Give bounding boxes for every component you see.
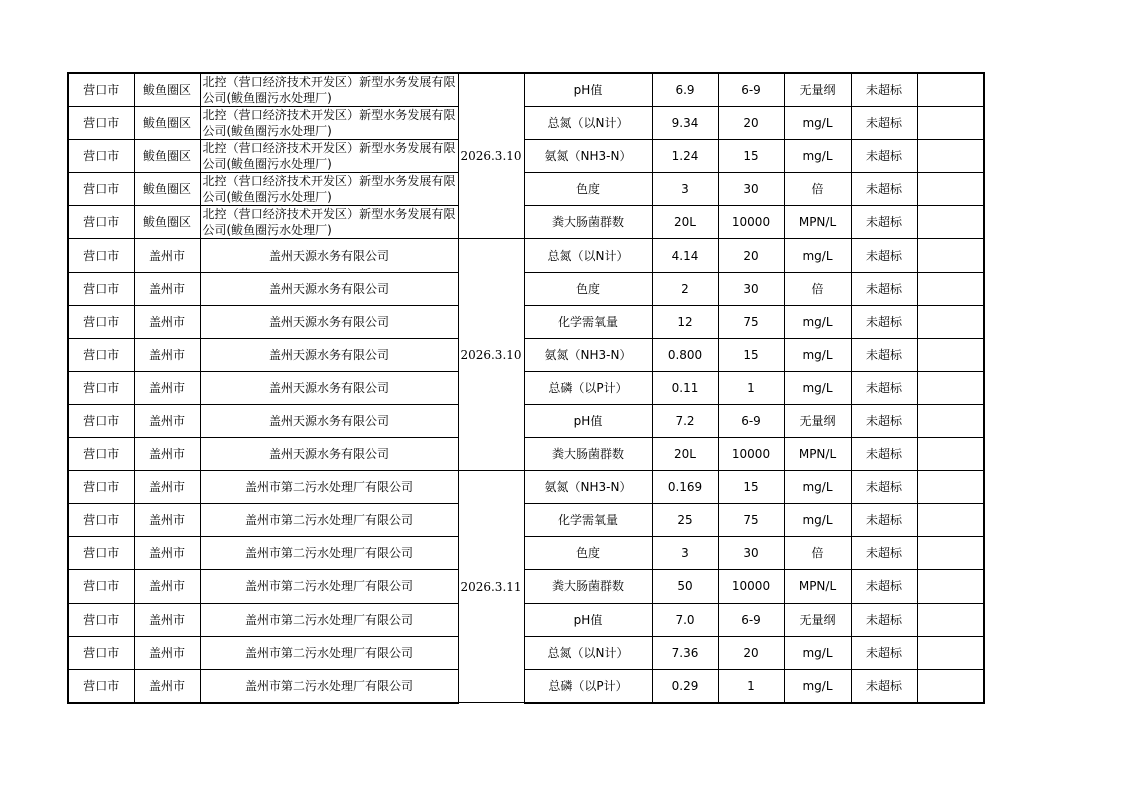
city-cell: 营口市 bbox=[68, 272, 134, 305]
note-cell bbox=[917, 371, 984, 404]
city-cell: 营口市 bbox=[68, 537, 134, 570]
monitoring-table bbox=[67, 72, 985, 704]
limit-cell: 6-9 bbox=[718, 404, 784, 437]
value-cell: 7.36 bbox=[652, 636, 718, 669]
result-cell: 未超标 bbox=[851, 206, 917, 239]
note-cell bbox=[917, 669, 984, 703]
unit-cell: MPN/L bbox=[784, 570, 851, 603]
company-cell: 盖州市第二污水处理厂有限公司 bbox=[200, 603, 458, 636]
item-cell: 粪大肠菌群数 bbox=[524, 206, 652, 239]
district-cell: 盖州市 bbox=[134, 471, 200, 504]
limit-cell: 1 bbox=[718, 371, 784, 404]
result-cell: 未超标 bbox=[851, 140, 917, 173]
item-cell: 总氮（以N计） bbox=[524, 636, 652, 669]
district-cell: 盖州市 bbox=[134, 272, 200, 305]
table-row bbox=[68, 537, 984, 570]
unit-cell: mg/L bbox=[784, 107, 851, 140]
city-cell: 营口市 bbox=[68, 504, 134, 537]
note-cell bbox=[917, 570, 984, 603]
unit-cell: mg/L bbox=[784, 669, 851, 703]
note-cell bbox=[917, 338, 984, 371]
note-cell bbox=[917, 438, 984, 471]
result-cell: 未超标 bbox=[851, 570, 917, 603]
table-row bbox=[68, 272, 984, 305]
note-cell bbox=[917, 636, 984, 669]
value-cell: 3 bbox=[652, 537, 718, 570]
limit-cell: 10000 bbox=[718, 206, 784, 239]
unit-cell: mg/L bbox=[784, 239, 851, 272]
item-cell: 色度 bbox=[524, 272, 652, 305]
company-cell: 盖州天源水务有限公司 bbox=[200, 272, 458, 305]
table-row bbox=[68, 603, 984, 636]
unit-cell: mg/L bbox=[784, 140, 851, 173]
unit-cell: 无量纲 bbox=[784, 73, 851, 107]
city-cell: 营口市 bbox=[68, 603, 134, 636]
note-cell bbox=[917, 471, 984, 504]
value-cell: 7.0 bbox=[652, 603, 718, 636]
city-cell: 营口市 bbox=[68, 438, 134, 471]
district-cell: 鲅鱼圈区 bbox=[134, 73, 200, 107]
company-cell: 北控（营口经济技术开发区）新型水务发展有限公司(鲅鱼圈污水处理厂) bbox=[200, 73, 458, 107]
company-cell: 盖州天源水务有限公司 bbox=[200, 305, 458, 338]
note-cell bbox=[917, 504, 984, 537]
district-cell: 盖州市 bbox=[134, 504, 200, 537]
item-cell: 粪大肠菌群数 bbox=[524, 570, 652, 603]
note-cell bbox=[917, 603, 984, 636]
item-cell: 总磷（以P计） bbox=[524, 669, 652, 703]
result-cell: 未超标 bbox=[851, 471, 917, 504]
unit-cell: MPN/L bbox=[784, 438, 851, 471]
note-cell bbox=[917, 107, 984, 140]
district-cell: 盖州市 bbox=[134, 570, 200, 603]
company-cell: 盖州天源水务有限公司 bbox=[200, 371, 458, 404]
city-cell: 营口市 bbox=[68, 107, 134, 140]
value-cell: 0.169 bbox=[652, 471, 718, 504]
company-cell: 盖州市第二污水处理厂有限公司 bbox=[200, 636, 458, 669]
result-cell: 未超标 bbox=[851, 504, 917, 537]
result-cell: 未超标 bbox=[851, 305, 917, 338]
result-cell: 未超标 bbox=[851, 371, 917, 404]
note-cell bbox=[917, 305, 984, 338]
company-cell: 盖州天源水务有限公司 bbox=[200, 404, 458, 437]
district-cell: 盖州市 bbox=[134, 338, 200, 371]
limit-cell: 6-9 bbox=[718, 603, 784, 636]
city-cell: 营口市 bbox=[68, 338, 134, 371]
table-body bbox=[68, 73, 984, 703]
date-cell: 2026.3.10 bbox=[458, 73, 524, 239]
result-cell: 未超标 bbox=[851, 272, 917, 305]
value-cell: 50 bbox=[652, 570, 718, 603]
item-cell: pH值 bbox=[524, 603, 652, 636]
value-cell: 7.2 bbox=[652, 404, 718, 437]
limit-cell: 75 bbox=[718, 305, 784, 338]
table-row bbox=[68, 173, 984, 206]
result-cell: 未超标 bbox=[851, 537, 917, 570]
limit-cell: 6-9 bbox=[718, 73, 784, 107]
unit-cell: mg/L bbox=[784, 371, 851, 404]
item-cell: 化学需氧量 bbox=[524, 305, 652, 338]
result-cell: 未超标 bbox=[851, 239, 917, 272]
table-row bbox=[68, 140, 984, 173]
district-cell: 盖州市 bbox=[134, 438, 200, 471]
city-cell: 营口市 bbox=[68, 404, 134, 437]
city-cell: 营口市 bbox=[68, 669, 134, 703]
table-row bbox=[68, 404, 984, 437]
value-cell: 1.24 bbox=[652, 140, 718, 173]
limit-cell: 20 bbox=[718, 239, 784, 272]
item-cell: pH值 bbox=[524, 73, 652, 107]
unit-cell: mg/L bbox=[784, 305, 851, 338]
city-cell: 营口市 bbox=[68, 239, 134, 272]
note-cell bbox=[917, 537, 984, 570]
unit-cell: 倍 bbox=[784, 173, 851, 206]
unit-cell: mg/L bbox=[784, 636, 851, 669]
city-cell: 营口市 bbox=[68, 73, 134, 107]
table-row bbox=[68, 636, 984, 669]
table-row bbox=[68, 669, 984, 703]
district-cell: 盖州市 bbox=[134, 239, 200, 272]
district-cell: 鲅鱼圈区 bbox=[134, 107, 200, 140]
city-cell: 营口市 bbox=[68, 140, 134, 173]
company-cell: 盖州市第二污水处理厂有限公司 bbox=[200, 669, 458, 703]
limit-cell: 30 bbox=[718, 173, 784, 206]
limit-cell: 15 bbox=[718, 338, 784, 371]
value-cell: 12 bbox=[652, 305, 718, 338]
item-cell: 化学需氧量 bbox=[524, 504, 652, 537]
result-cell: 未超标 bbox=[851, 669, 917, 703]
limit-cell: 15 bbox=[718, 471, 784, 504]
result-cell: 未超标 bbox=[851, 603, 917, 636]
limit-cell: 30 bbox=[718, 537, 784, 570]
city-cell: 营口市 bbox=[68, 173, 134, 206]
district-cell: 盖州市 bbox=[134, 669, 200, 703]
city-cell: 营口市 bbox=[68, 206, 134, 239]
district-cell: 盖州市 bbox=[134, 404, 200, 437]
city-cell: 营口市 bbox=[68, 371, 134, 404]
limit-cell: 75 bbox=[718, 504, 784, 537]
result-cell: 未超标 bbox=[851, 438, 917, 471]
unit-cell: 倍 bbox=[784, 537, 851, 570]
value-cell: 3 bbox=[652, 173, 718, 206]
district-cell: 鲅鱼圈区 bbox=[134, 140, 200, 173]
note-cell bbox=[917, 404, 984, 437]
note-cell bbox=[917, 239, 984, 272]
company-cell: 北控（营口经济技术开发区）新型水务发展有限公司(鲅鱼圈污水处理厂) bbox=[200, 173, 458, 206]
note-cell bbox=[917, 173, 984, 206]
company-cell: 盖州天源水务有限公司 bbox=[200, 338, 458, 371]
company-cell: 北控（营口经济技术开发区）新型水务发展有限公司(鲅鱼圈污水处理厂) bbox=[200, 206, 458, 239]
item-cell: 氨氮（NH3-N） bbox=[524, 471, 652, 504]
value-cell: 9.34 bbox=[652, 107, 718, 140]
value-cell: 2 bbox=[652, 272, 718, 305]
date-cell: 2026.3.11 bbox=[458, 471, 524, 703]
city-cell: 营口市 bbox=[68, 636, 134, 669]
note-cell bbox=[917, 272, 984, 305]
result-cell: 未超标 bbox=[851, 636, 917, 669]
district-cell: 盖州市 bbox=[134, 636, 200, 669]
table-row bbox=[68, 438, 984, 471]
value-cell: 0.800 bbox=[652, 338, 718, 371]
unit-cell: mg/L bbox=[784, 338, 851, 371]
limit-cell: 20 bbox=[718, 636, 784, 669]
city-cell: 营口市 bbox=[68, 471, 134, 504]
value-cell: 0.29 bbox=[652, 669, 718, 703]
table-row bbox=[68, 570, 984, 603]
note-cell bbox=[917, 140, 984, 173]
item-cell: 总氮（以N计） bbox=[524, 239, 652, 272]
table-row bbox=[68, 305, 984, 338]
company-cell: 盖州天源水务有限公司 bbox=[200, 438, 458, 471]
table-row bbox=[68, 471, 984, 504]
limit-cell: 10000 bbox=[718, 438, 784, 471]
value-cell: 4.14 bbox=[652, 239, 718, 272]
table-row bbox=[68, 504, 984, 537]
limit-cell: 30 bbox=[718, 272, 784, 305]
unit-cell: 无量纲 bbox=[784, 404, 851, 437]
company-cell: 北控（营口经济技术开发区）新型水务发展有限公司(鲅鱼圈污水处理厂) bbox=[200, 140, 458, 173]
value-cell: 20L bbox=[652, 438, 718, 471]
company-cell: 盖州天源水务有限公司 bbox=[200, 239, 458, 272]
result-cell: 未超标 bbox=[851, 338, 917, 371]
item-cell: 色度 bbox=[524, 173, 652, 206]
date-cell: 2026.3.10 bbox=[458, 239, 524, 471]
limit-cell: 20 bbox=[718, 107, 784, 140]
limit-cell: 1 bbox=[718, 669, 784, 703]
item-cell: 总氮（以N计） bbox=[524, 107, 652, 140]
table-row bbox=[68, 206, 984, 239]
district-cell: 鲅鱼圈区 bbox=[134, 206, 200, 239]
item-cell: pH值 bbox=[524, 404, 652, 437]
city-cell: 营口市 bbox=[68, 570, 134, 603]
result-cell: 未超标 bbox=[851, 404, 917, 437]
city-cell: 营口市 bbox=[68, 305, 134, 338]
district-cell: 鲅鱼圈区 bbox=[134, 173, 200, 206]
value-cell: 0.11 bbox=[652, 371, 718, 404]
unit-cell: MPN/L bbox=[784, 206, 851, 239]
company-cell: 盖州市第二污水处理厂有限公司 bbox=[200, 504, 458, 537]
table-row bbox=[68, 239, 984, 272]
district-cell: 盖州市 bbox=[134, 305, 200, 338]
limit-cell: 10000 bbox=[718, 570, 784, 603]
unit-cell: mg/L bbox=[784, 471, 851, 504]
table-row bbox=[68, 73, 984, 107]
unit-cell: 无量纲 bbox=[784, 603, 851, 636]
note-cell bbox=[917, 206, 984, 239]
table-row bbox=[68, 338, 984, 371]
table-row bbox=[68, 107, 984, 140]
district-cell: 盖州市 bbox=[134, 537, 200, 570]
district-cell: 盖州市 bbox=[134, 371, 200, 404]
company-cell: 盖州市第二污水处理厂有限公司 bbox=[200, 570, 458, 603]
result-cell: 未超标 bbox=[851, 173, 917, 206]
value-cell: 25 bbox=[652, 504, 718, 537]
district-cell: 盖州市 bbox=[134, 603, 200, 636]
note-cell bbox=[917, 73, 984, 107]
value-cell: 6.9 bbox=[652, 73, 718, 107]
company-cell: 盖州市第二污水处理厂有限公司 bbox=[200, 471, 458, 504]
result-cell: 未超标 bbox=[851, 107, 917, 140]
limit-cell: 15 bbox=[718, 140, 784, 173]
company-cell: 北控（营口经济技术开发区）新型水务发展有限公司(鲅鱼圈污水处理厂) bbox=[200, 107, 458, 140]
result-cell: 未超标 bbox=[851, 73, 917, 107]
item-cell: 氨氮（NH3-N） bbox=[524, 140, 652, 173]
value-cell: 20L bbox=[652, 206, 718, 239]
item-cell: 氨氮（NH3-N） bbox=[524, 338, 652, 371]
company-cell: 盖州市第二污水处理厂有限公司 bbox=[200, 537, 458, 570]
table-row bbox=[68, 371, 984, 404]
unit-cell: 倍 bbox=[784, 272, 851, 305]
unit-cell: mg/L bbox=[784, 504, 851, 537]
item-cell: 粪大肠菌群数 bbox=[524, 438, 652, 471]
item-cell: 色度 bbox=[524, 537, 652, 570]
item-cell: 总磷（以P计） bbox=[524, 371, 652, 404]
